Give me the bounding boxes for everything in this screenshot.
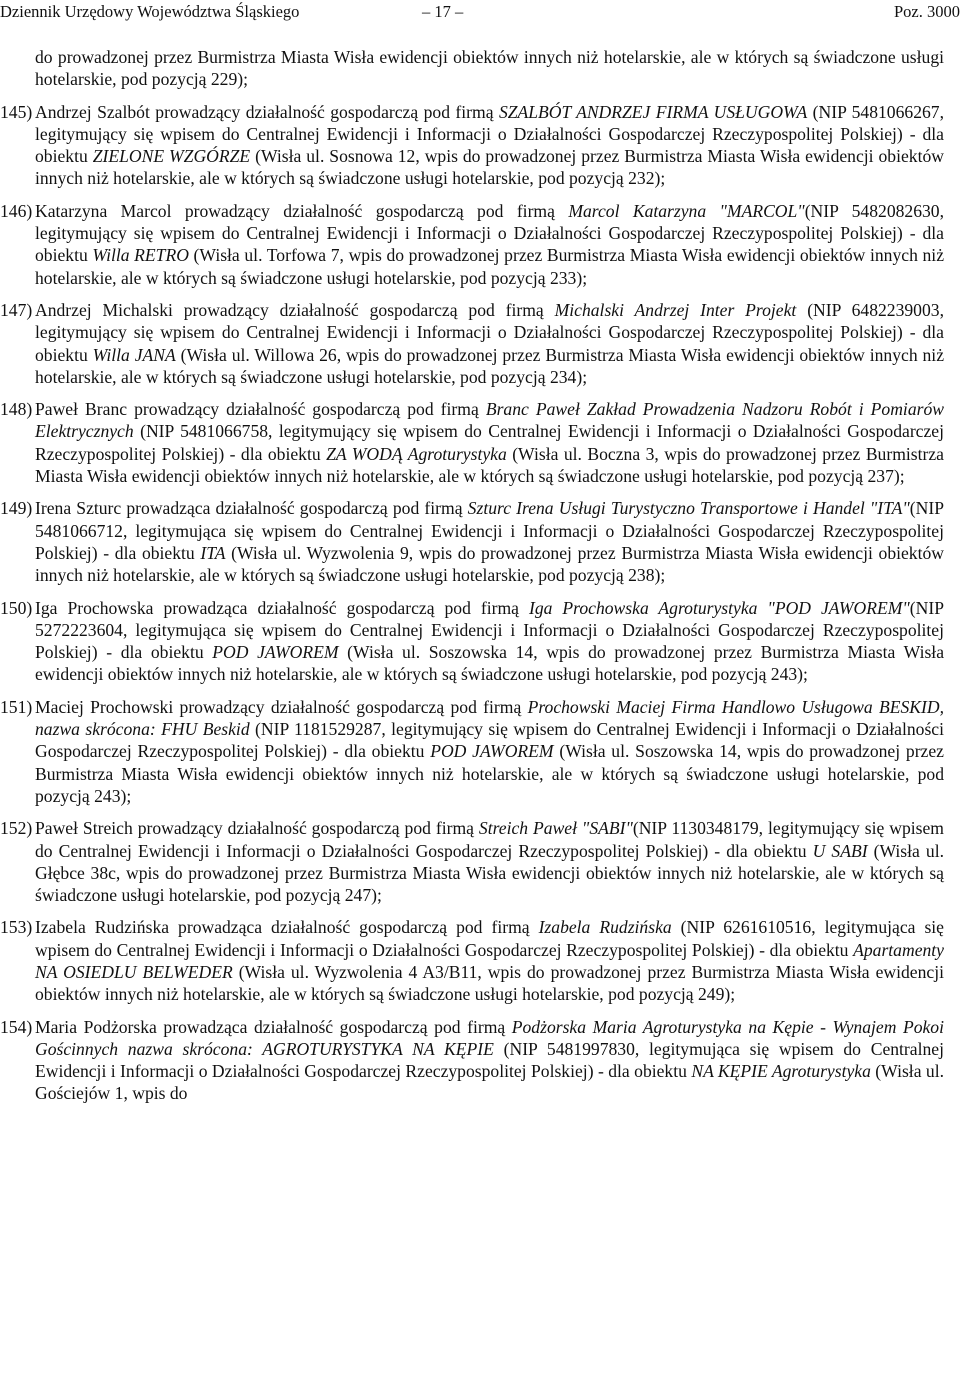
item-text-part: (Wisła ul. Głębce 38c, wpis do prowadzonej przez Burmistrza Miasta Wisła ewidencji obiektów innych niż hotelarskie, ale w których są świadczone usługi hotelarskie, pod pozycją 247); (35, 840, 944, 906)
item-text-part: (Wisła ul. Wyzwolenia 4 A3/B11, wpis do prowadzonej przez Burmistrza Miasta Wisła ewidencji obiektów innych niż hotelarskie, ale w których są świadczone usługi hotelarskie, pod pozycją 249); (35, 961, 944, 1005)
page-number: – 17 – (422, 2, 464, 21)
journal-title: Dziennik Urzędowy Województwa Śląskiego (0, 2, 300, 21)
item-text (35, 299, 944, 388)
item-text-part: Andrzej Szalbót prowadzący działalność gospodarczą pod firmą (35, 101, 499, 122)
item-text (35, 497, 944, 586)
object-name: POD JAWOREM (430, 741, 554, 762)
object-name: POD JAWOREM (212, 642, 339, 663)
company-name: Prochowski Maciej Firma Handlowo Usługowa BESKID, nazwa skrócona: FHU Beskid (35, 696, 944, 740)
item-text-part: (NIP 6482239003, legitymujący się wpisem do Centralnej Ewidencji i Informacji o Działalności Gospodarczej Rzeczypospolitej Polskiej) - dla obiektu (35, 299, 944, 365)
item-number: 154) (0, 1016, 33, 1037)
company-name: Szturc Irena Usługi Turystyczno Transportowe i Handel "ITA" (467, 498, 910, 519)
intro-paragraph: do prowadzonej przez Burmistrza Miasta Wisła ewidencji obiektów innych niż hotelarskie, ale w których są świadczone usługi hotelarskie, pod pozycją 229); (35, 47, 944, 90)
item-text-part: Maciej Prochowski prowadzący działalność gospodarczą pod firmą (35, 696, 528, 717)
item-text-part: (Wisła ul. Soszowska 14, wpis do prowadzonej przez Burmistrza Miasta Wisła ewidencji obiektów innych niż hotelarskie, ale w których są świadczone usługi hotelarskie, pod pozycją 243); (35, 642, 944, 685)
item-text-part: (NIP 5482082630, legitymujący się wpisem do Centralnej Ewidencji i Informacji o Działalności Gospodarczej Rzeczypospolitej Polskiej) - dla obiektu (35, 200, 944, 266)
item-text-part: Katarzyna Marcol prowadzący działalność gospodarczą pod firmą (35, 200, 569, 221)
page-header (0, 0, 960, 24)
item-text-part: (NIP 5481066267, legitymujący się wpisem do Centralnej Ewidencji i Informacji o Działalności Gospodarczej Rzeczypospolitej Polskiej) - dla obiektu (35, 101, 944, 167)
company-name: Michalski Andrzej Inter Projekt (554, 299, 797, 320)
object-name: Apartamenty NA OSIEDLU BELWEDER (35, 939, 944, 982)
item-text-part: (NIP 5481066712, legitymująca się wpisem do Centralnej Ewidencji i Informacji o Działalności Gospodarczej Rzeczypospolitej Polskiej) - dla obiektu (35, 498, 945, 563)
company-name: Marcol Katarzyna "MARCOL" (568, 200, 805, 221)
list-item (0, 101, 944, 190)
item-number: 145) (0, 101, 33, 122)
item-text-part: (NIP 5272223604, legitymująca się wpisem do Centralnej Ewidencji i Informacji o Działalności Gospodarczej Rzeczypospolitej Polskiej) - dla obiektu (35, 597, 944, 663)
item-number: 147) (0, 299, 33, 320)
list-item (0, 299, 944, 388)
company-name: Streich Paweł "SABI" (478, 818, 633, 839)
item-text-part: (Wisła ul. Wyzwolenia 9, wpis do prowadzonej przez Burmistrza Miasta Wisła ewidencji obiektów innych niż hotelarskie, ale w których są świadczone usługi hotelarskie, pod pozycją 238); (35, 542, 944, 586)
item-text (35, 696, 944, 807)
item-text-part: Paweł Branc prowadzący działalność gospodarczą pod firmą (35, 399, 486, 420)
list-item (0, 916, 944, 1005)
list-item (0, 200, 944, 289)
object-name: ZA WODĄ Agroturystyka (326, 443, 507, 464)
list-item (0, 398, 944, 487)
object-name: ITA (200, 542, 226, 563)
company-name: SZALBÓT ANDRZEJ FIRMA USŁUGOWA (498, 101, 808, 122)
company-name: Branc Paweł Zakład Prowadzenia Nadzoru Robót i Pomiarów Elektrycznych (35, 399, 944, 442)
item-text-part: (NIP 6261610516, legitymująca się wpisem do Centralnej Ewidencji i Informacji o Działalności Gospodarczej Rzeczypospolitej Polskiej) - dla obiektu (35, 917, 944, 960)
position-number: Poz. 3000 (894, 2, 960, 21)
item-text-part: (Wisła ul. Willowa 26, wpis do prowadzonej przez Burmistrza Miasta Wisła ewidencji obiektów innych niż hotelarskie, ale w których są świadczone usługi hotelarskie, pod pozycją 234); (35, 344, 945, 387)
item-text (35, 916, 944, 1005)
list-item (0, 597, 944, 686)
item-number: 151) (0, 696, 33, 717)
object-name: NA KĘPIE Agroturystyka (691, 1061, 871, 1082)
item-text-part: (Wisła ul. Soszowska 14, wpis do prowadzonej przez Burmistrza Miasta Wisła ewidencji obiektów innych niż hotelarskie, ale w których są świadczone usługi hotelarskie, pod pozycją 243); (35, 741, 944, 806)
item-number: 153) (0, 917, 33, 938)
item-text-part: (NIP 5481997830, legitymująca się wpisem do Centralnej Ewidencji i Informacji o Działalności Gospodarczej Rzeczypospolitej Polskiej) - dla obiektu (35, 1038, 944, 1082)
list-item (0, 817, 944, 906)
item-text (35, 398, 944, 487)
item-text (35, 1016, 944, 1105)
document-body (0, 46, 944, 1115)
item-text-part: (NIP 5481066758, legitymujący się wpisem do Centralnej Ewidencji i Informacji o Działalności Gospodarczej Rzeczypospolitej Polskiej) - dla obiektu (35, 421, 944, 464)
company-name: Izabela Rudzińska (538, 917, 672, 938)
list-item (0, 696, 944, 807)
object-name: Willa JANA (92, 344, 176, 365)
item-text-part: Paweł Streich prowadzący działalność gospodarczą pod firmą (35, 818, 479, 839)
item-text-part: Izabela Rudzińska prowadząca działalność gospodarczą pod firmą (35, 917, 539, 938)
item-number: 146) (0, 200, 33, 221)
list-item (0, 497, 944, 586)
item-number: 148) (0, 399, 33, 420)
item-text-part: (Wisła ul. Sosnowa 12, wpis do prowadzonej przez Burmistrza Miasta Wisła ewidencji obiektów innych niż hotelarskie, ale w których są świadczone usługi hotelarskie, pod pozycją 232); (35, 146, 944, 189)
company-name: Podżorska Maria Agroturystyka na Kępie - Wynajem Pokoi Gościnnych nazwa skrócona: AGROTURYSTYKA NA KĘPIE (35, 1016, 944, 1059)
company-name: Iga Prochowska Agroturystyka "POD JAWOREM" (528, 597, 910, 618)
list-item (0, 1016, 944, 1105)
item-text-part: (NIP 1181529287, legitymujący się wpisem do Centralnej Ewidencji i Informacji o Działalności Gospodarczej Rzeczypospolitej Polskiej) - dla obiektu (35, 719, 944, 762)
item-text-part: Maria Podżorska prowadząca działalność gospodarczą pod firmą (35, 1016, 512, 1037)
item-number: 152) (0, 818, 33, 839)
object-name: Willa RETRO (92, 245, 189, 266)
item-text-part: (Wisła ul. Boczna 3, wpis do prowadzonej przez Burmistrza Miasta Wisła ewidencji obiektów innych niż hotelarskie, ale w których są świadczone usługi hotelarskie, pod pozycją 237); (35, 443, 944, 487)
item-text-part: Iga Prochowska prowadząca działalność gospodarczą pod firmą (35, 597, 529, 618)
item-text-part: Andrzej Michalski prowadzący działalność gospodarczą pod firmą (35, 299, 555, 320)
object-name: ZIELONE WZGÓRZE (92, 146, 251, 167)
object-name: U SABI (812, 840, 868, 861)
item-text-part: (Wisła ul. Torfowa 7, wpis do prowadzonej przez Burmistrza Miasta Wisła ewidencji obiektów innych niż hotelarskie, ale w których są świadczone usługi hotelarskie, pod pozycją 233); (35, 245, 944, 288)
item-text (35, 101, 944, 190)
item-number: 150) (0, 597, 33, 618)
item-text (35, 597, 944, 686)
item-text (35, 200, 944, 289)
item-text (35, 817, 944, 906)
item-text-part: (NIP 1130348179, legitymujący się wpisem do Centralnej Ewidencji i Informacji o Działalności Gospodarczej Rzeczypospolitej Polskiej) - dla obiektu (35, 818, 944, 861)
item-text-part: Irena Szturc prowadząca działalność gospodarczą pod firmą (35, 498, 468, 519)
item-text-part: (Wisła ul. Gościejów 1, wpis do (35, 1061, 944, 1104)
item-number: 149) (0, 498, 33, 519)
